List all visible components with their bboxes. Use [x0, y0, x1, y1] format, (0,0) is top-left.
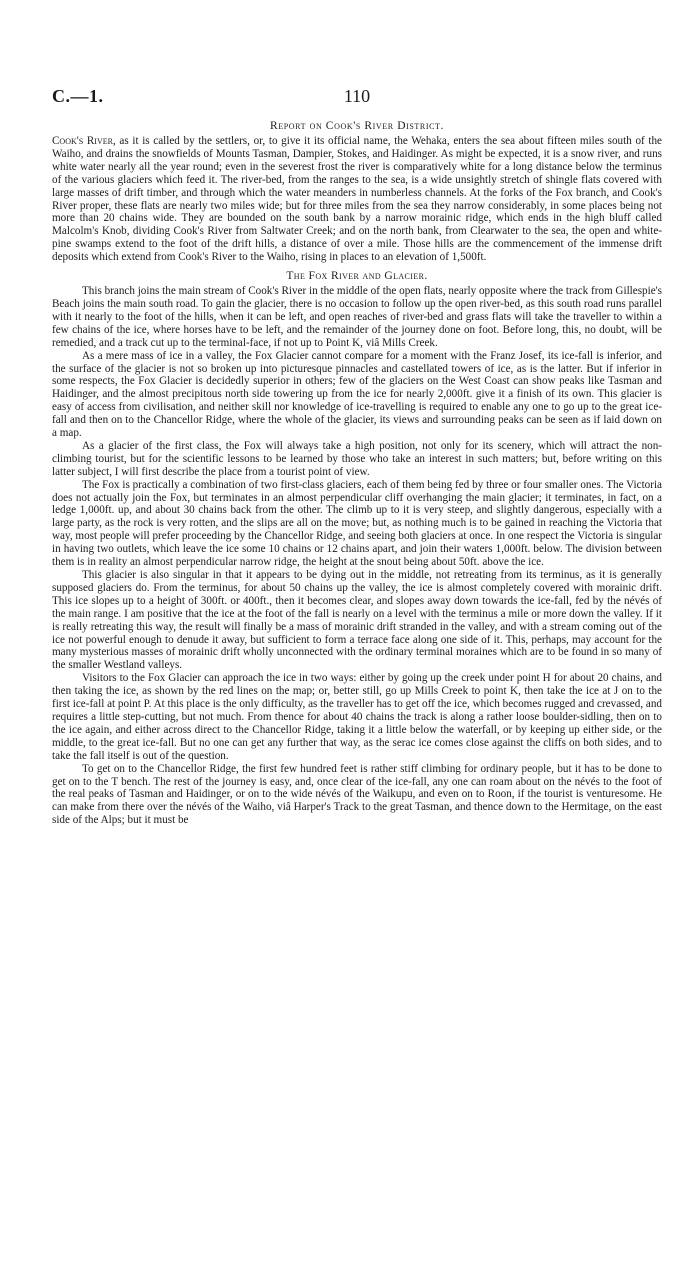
report-title: Report on Cook's River District. [269, 120, 445, 132]
paragraph-branch: This branch joins the main stream of Cook's River in the middle of the open flats, nearly opposite where the track from Gillespie's Beach joins the main south road. To gain the glacier, there is no occasion to follow up the open river-bed, as this south road runs parallel with it nearly to the foot of the hills, when it can be left, and open reaches of river-bed and grass flats will take the traveller to within a few chains of the ice, where horses have to be left, and the remainder of the journey done on foot. Before long, this, no doubt, will be remedied, and a track cut up to the terminal-face, if not up to Point K, viâ Mills Creek. [52, 285, 662, 349]
paragraph-comparison: As a mere mass of ice in a valley, the Fox Glacier cannot compare for a moment with the Franz Josef, its ice-fall is inferior, and the surface of the glacier is not so broken up into picturesque pinnacles and castellated towers of ice, as is the latter. But if inferior in some respects, the Fox Glacier is decidedly superior in others; few of the glaciers on the West Coast can show peaks like Tasman and Haidinger, and the almost precipitous north side towering up from the ice for nearly 2,000ft. give it a finish of its own. This glacier is easy of access from civilisation, and neither skill nor knowledge of ice-travelling is required to enable any one to go up to the great ice-fall and then on to the Chancellor Ridge, where the whole of the glacier, its views and surrounding peaks can be seen as if laid down on a map. [52, 349, 662, 440]
paragraph-chancellor-ridge: To get on to the Chancellor Ridge, the first few hundred feet is rather stiff climbing for ordinary people, but it has to be done to get on to the T bench. The rest of the journey is easy, and, once clear of the ice-fall, any one can roam about on the névés to the foot of the real peaks of Tasman and Haidinger, or on to the wide névés of the Waikupu, and even on to Roon, if the tourist is venturesome. He can make from there over the névés of the Waiho, viâ Harper's Track to the great Tasman, and thence down to the Hermitage, on the east side of the Alps; but it must be [52, 762, 662, 827]
paragraph-combination: The Fox is practically a combination of two first-class glaciers, each of them being fed by three or four smaller ones. The Victoria does not actually join the Fox, but terminates in an almost perpendicular cliff overhanging the main glacier; it terminates, in fact, on a ledge 1,000ft. up, and about 30 chains back from the other. The climb up to it is very steep, and slightly dangerous, especially with a large party, as the rock is very rotten, and the slips are all on the move; but, as nothing much is to be gained in reaching the Victoria that way, most people will prefer proceeding by the Chancellor Ridge, and seeing both glaciers at once. In one respect the Victoria is singular in having two outlets, which leave the ice some 10 chains or 12 chains apart, and join their waters 1,000ft. below. The division between them is in reality an almost perpendicular narrow ridge, the height at the snout being about 50ft. above the ice. [52, 478, 663, 569]
paragraph-first-class: As a glacier of the first class, the Fox will always take a high position, not only for its scenery, which will attract the non-climbing tourist, but for the scientific lessons to be learned by those who take an interest in such matters; but, before writing on this latter subject, I will first describe the place from a tourist point of view. [52, 439, 662, 478]
paragraph-approach: Visitors to the Fox Glacier can approach the ice in two ways: either by going up the creek under point H for about 20 chains, and then taking the ice, as shown by the red lines on the map; or, better still, go up Mills Creek to point K, then take the ice at J on to the first ice-fall at point P. At this place is the only difficulty, as the traveller has to get off the ice, which becomes rugged and crevassed, and requires a little step-cutting, but not much. From thence for about 40 chains the track is along a rather loose boulder-sidling, then on to the ice again, and either across direct to the Chancellor Ridge, taking it a little below the waterfall, or by keeping up either side, or the middle, to the great ice-fall. But no one can get any further that way, as the serac ice comes close against the cliffs on both sides, and to take the fall itself is out of the question. [52, 672, 662, 762]
page-number: 110 [343, 86, 371, 106]
paragraph-dying-out: This glacier is also singular in that it appears to be dying out in the middle, not retreating from its terminus, as it is generally supposed glaciers do. From the terminus, for about 50 chains up the valley, the ice is almost completely covered with morainic drift. This ice slopes up to a height of 300ft. or 400ft., then it becomes clear, and slopes away down towards the ice-fall, fed by the névés of the main range. I am positive that the ice at the foot of the fall is nearly on a level with the terminus a mile or more down the valley. If it is really retreating this way, the result will finally be a mass of morainic drift stranded in the valley, and with a stream coming out of the ice not powerful enough to denude it away, but sufficient to form a terrace face along one side of it. This, perhaps, may account for the many mysterious masses of morainic drift wholly unconnected with the ordinary terminal moraines which are to be found in so many of the smaller Westland valleys. [52, 569, 662, 672]
parliamentary-paper-ref: C.—1. [52, 86, 104, 106]
paragraph-cooks-river [52, 135, 662, 264]
lead-in: Cook's River [52, 135, 113, 147]
section-title: The Fox River and Glacier. [286, 270, 428, 283]
running-header [52, 86, 662, 108]
paragraph-text: , as it is called by the settlers, or, to give it its official name, the Wehaka, enters the sea about fifteen miles south of the Waiho, and drains the snowfields of Mounts Tasman, Dampier, Stokes, and Haidinger. As might be expected, it is a snow river, and runs white water nearly all the year round; even in the severest frost the river is comparatively white for a long distance below the terminus of the various glaciers which feed it. The river-bed, from the ranges to the sea, is a wide unsightly stretch of shingle flats covered with large masses of drift timber, and through which the water meanders in numberless channels. At the forks of the Fox branch, and Cook's River proper, these flats are nearly two miles wide; but for three miles from the sea they narrow considerably, in some places being not more than 20 chains wide. They are bounded on the south bank by a narrow morainic ridge, which ends in the high bluff called Malcolm's Knob, dividing Cook's River from Saltwater Creek; and on the north bank, from Clearwater to the sea, the open and white-pine swamps extend to the foot of the drift hills, a distance of over a mile. Those hills are the commencement of the immense drift deposits which extend from Cook's River to the Waiho, rising in places to an elevation of 1,500ft. [52, 135, 662, 264]
